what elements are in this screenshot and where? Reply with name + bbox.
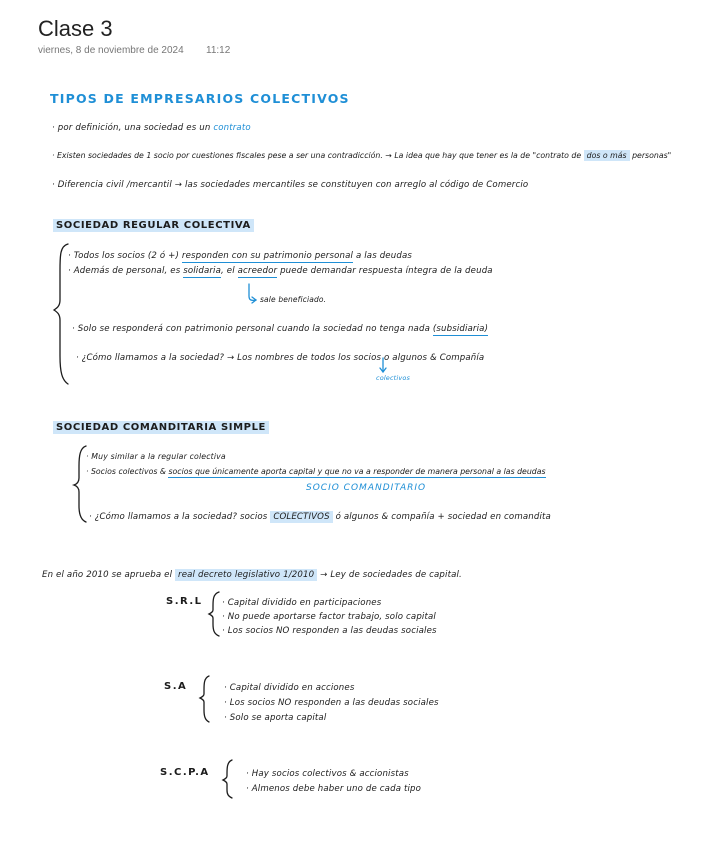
intro-text: personas" — [629, 151, 672, 160]
brace-scs — [74, 446, 86, 522]
src-note-beneficiado: sale beneficiado. — [260, 295, 327, 304]
sa-item: · Solo se aporta capital — [224, 713, 327, 723]
type-label-sa: S.A — [164, 681, 188, 692]
page-date: viernes, 8 de noviembre de 2024 — [38, 45, 184, 56]
section-title-scs: SOCIEDAD COMANDITARIA SIMPLE — [53, 422, 269, 433]
scs-line-similar: · Muy similar a la regular colectiva — [86, 452, 226, 461]
scs-note-socio-comanditario: SOCIO COMANDITARIO — [306, 483, 427, 493]
brace-src — [54, 244, 68, 384]
brace-scpa — [223, 760, 232, 798]
src-line-nombre: · ¿Cómo llamamos a la sociedad? → Los nombres de todos los socios o algunos & Compañía — [76, 353, 485, 363]
src-note-colectivos: colectivos — [376, 374, 410, 382]
highlight-real-decreto: real decreto legislativo 1/2010 — [175, 569, 317, 581]
law-line: En el año 2010 se aprueba el real decreto legislativo 1/2010 → Ley de sociedades de capital. — [42, 570, 462, 580]
scpa-item: · Almenos debe haber uno de cada tipo — [246, 784, 422, 794]
underline-acreedor: acreedor — [237, 266, 278, 276]
intro-text: · por definición, una sociedad es un — [52, 123, 214, 133]
intro-line-civil-mercantil: · Diferencia civil /mercantil → las sociedades mercantiles se constituyen con arreglo al código de Comercio — [52, 180, 529, 190]
srl-item: · Capital dividido en participaciones — [222, 598, 382, 608]
sa-item: · Capital dividido en acciones — [224, 683, 355, 693]
scpa-item: · Hay socios colectivos & accionistas — [246, 769, 409, 779]
sa-item: · Los socios NO responden a las deudas sociales — [224, 698, 439, 708]
highlight-dos-o-mas: dos o más — [584, 150, 630, 161]
page-time: 11:12 — [206, 45, 231, 56]
underline-subsidiaria: (subsidiaria) — [432, 324, 489, 334]
intro-text: · Existen sociedades de 1 socio por cuestiones fiscales pese a ser una contradicción. → La idea que hay que tener es la de "contrato de — [52, 151, 584, 160]
contrato-keyword: contrato — [213, 123, 251, 133]
srl-item: · Los socios NO responden a las deudas sociales — [222, 626, 437, 636]
src-line-responden: · Todos los socios (2 ó +) responden con su patrimonio personal a las deudas — [68, 251, 412, 261]
brace-srl — [209, 592, 219, 636]
main-heading: TIPOS DE EMPRESARIOS COLECTIVOS — [50, 91, 350, 106]
underline-socio-comanditario: socios que únicamente aporta capital y que no va a responder de manera personal a las deudas — [168, 467, 546, 476]
brace-sa — [200, 676, 209, 722]
highlight-colectivos: COLECTIVOS — [270, 511, 332, 523]
scs-line-socios: · Socios colectivos & socios que únicamente aporta capital y que no va a responder de manera personal a las deudas — [86, 467, 546, 476]
src-line-subsidiaria: · Solo se responderá con patrimonio personal cuando la sociedad no tenga nada (subsidiaria) — [72, 324, 489, 334]
scs-line-nombre: · ¿Cómo llamamos a la sociedad? socios COLECTIVOS ó algunos & compañía + sociedad en comandita — [89, 512, 551, 522]
page-title[interactable]: Clase 3 — [38, 16, 113, 41]
section-title-src: SOCIEDAD REGULAR COLECTIVA — [53, 220, 254, 231]
type-label-srl: S.R.L — [166, 596, 203, 607]
underline-solidaria: solidaria — [183, 266, 222, 276]
type-label-scpa: S.C.P.A — [160, 767, 210, 778]
underline-patrimonio: responden con su patrimonio personal — [181, 251, 354, 261]
srl-item: · No puede aportarse factor trabajo, solo capital — [222, 612, 436, 622]
src-line-solidaria: · Además de personal, es solidaria, el acreedor puede demandar respuesta íntegra de la deuda — [68, 266, 493, 276]
